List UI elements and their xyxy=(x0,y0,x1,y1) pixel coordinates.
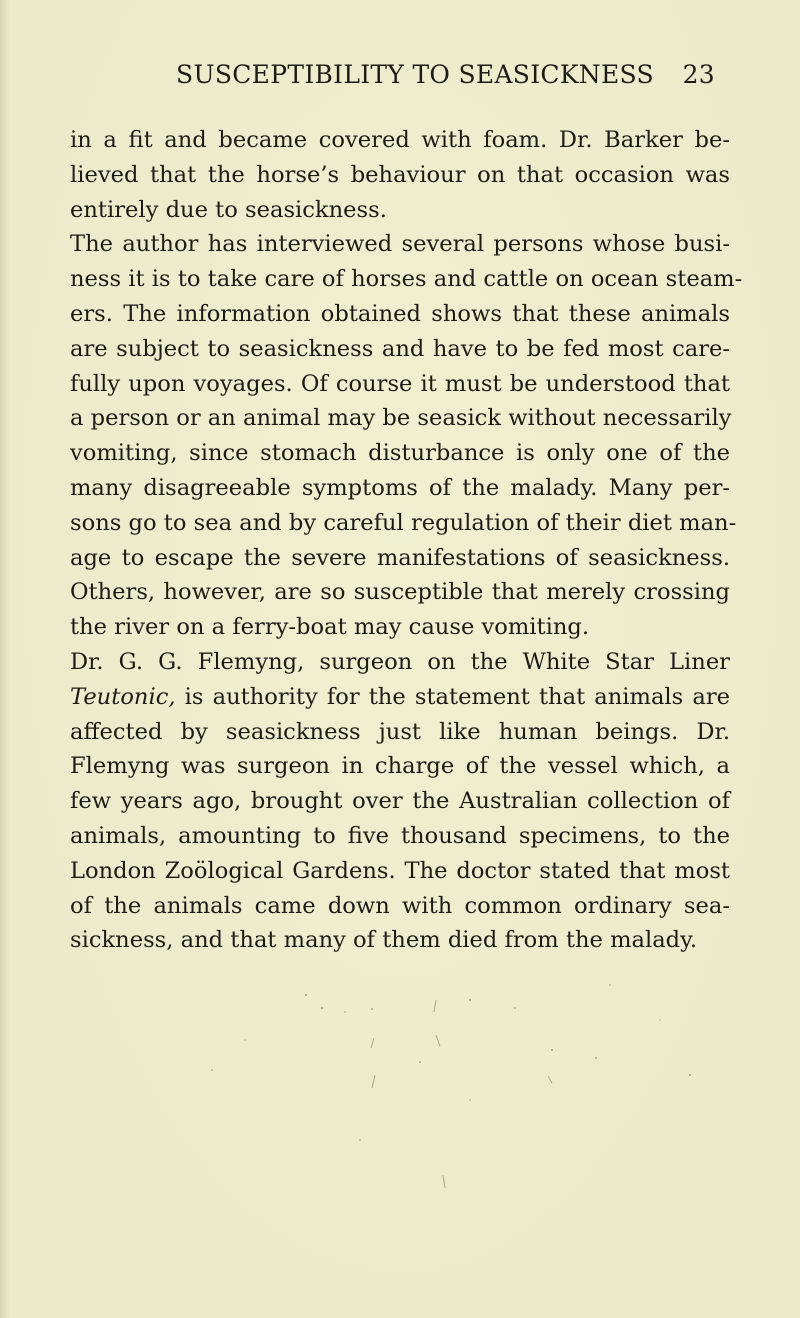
text-line: are subject to seasickness and have to be fed most care- xyxy=(70,335,730,362)
text-line: few years ago, brought over the Australian collection of xyxy=(70,788,730,815)
text-line: the river on a ferry-boat may cause vomiting. xyxy=(70,614,590,641)
ship-name-italic: Teutonic, xyxy=(70,683,176,710)
text-line: sons go to sea and by careful regulation of their diet man- xyxy=(70,509,737,536)
text-line: vomiting, since stomach disturbance is only one of the xyxy=(70,440,730,467)
text-line: ness it is to take care of horses and cattle on ocean steam- xyxy=(70,266,743,293)
text-line-remainder: is authority for the statement that animals are xyxy=(184,683,730,710)
text-line: Others, however, are so susceptible that merely crossing xyxy=(70,579,730,606)
paragraph-start-line: Dr. G. G. Flemyng, surgeon on the White Star Liner xyxy=(70,648,730,675)
text-line: entirely due to seasickness. xyxy=(70,196,387,223)
text-line: fully upon voyages. Of course it must be understood that xyxy=(70,370,730,397)
text-line: London Zoölogical Gardens. The doctor stated that most xyxy=(70,857,730,884)
text-line: Flemyng was surgeon in charge of the vessel which, a xyxy=(70,753,730,780)
page-number: 23 xyxy=(682,60,715,89)
text-line: in a fit and became covered with foam. Dr. Barker be- xyxy=(70,127,730,153)
text-line: a person or an animal may be seasick without necessarily xyxy=(70,405,732,432)
paragraph-start-line: The author has interviewed several persons whose busi- xyxy=(70,231,730,258)
text-line: animals, amounting to five thousand specimens, to the xyxy=(70,822,730,849)
body-text xyxy=(70,123,743,958)
running-head: SUSCEPTIBILITY TO SEASICKNESS xyxy=(176,60,654,89)
text-line: of the animals came down with common ordinary sea- xyxy=(70,892,730,919)
page-edge-shadow xyxy=(0,0,10,1318)
text-line: ers. The information obtained shows that these animals xyxy=(70,300,730,327)
text-line: age to escape the severe manifestations of seasickness. xyxy=(70,544,730,571)
text-line-with-italic xyxy=(70,680,730,715)
page-header xyxy=(115,60,715,96)
text-line: many disagreeable symptoms of the malady. Many per- xyxy=(70,474,730,501)
text-line: affected by seasickness just like human beings. Dr. xyxy=(70,718,730,745)
text-line: lieved that the horse’s behaviour on that occasion was xyxy=(70,161,730,188)
text-line: sickness, and that many of them died from the malady. xyxy=(70,927,698,954)
